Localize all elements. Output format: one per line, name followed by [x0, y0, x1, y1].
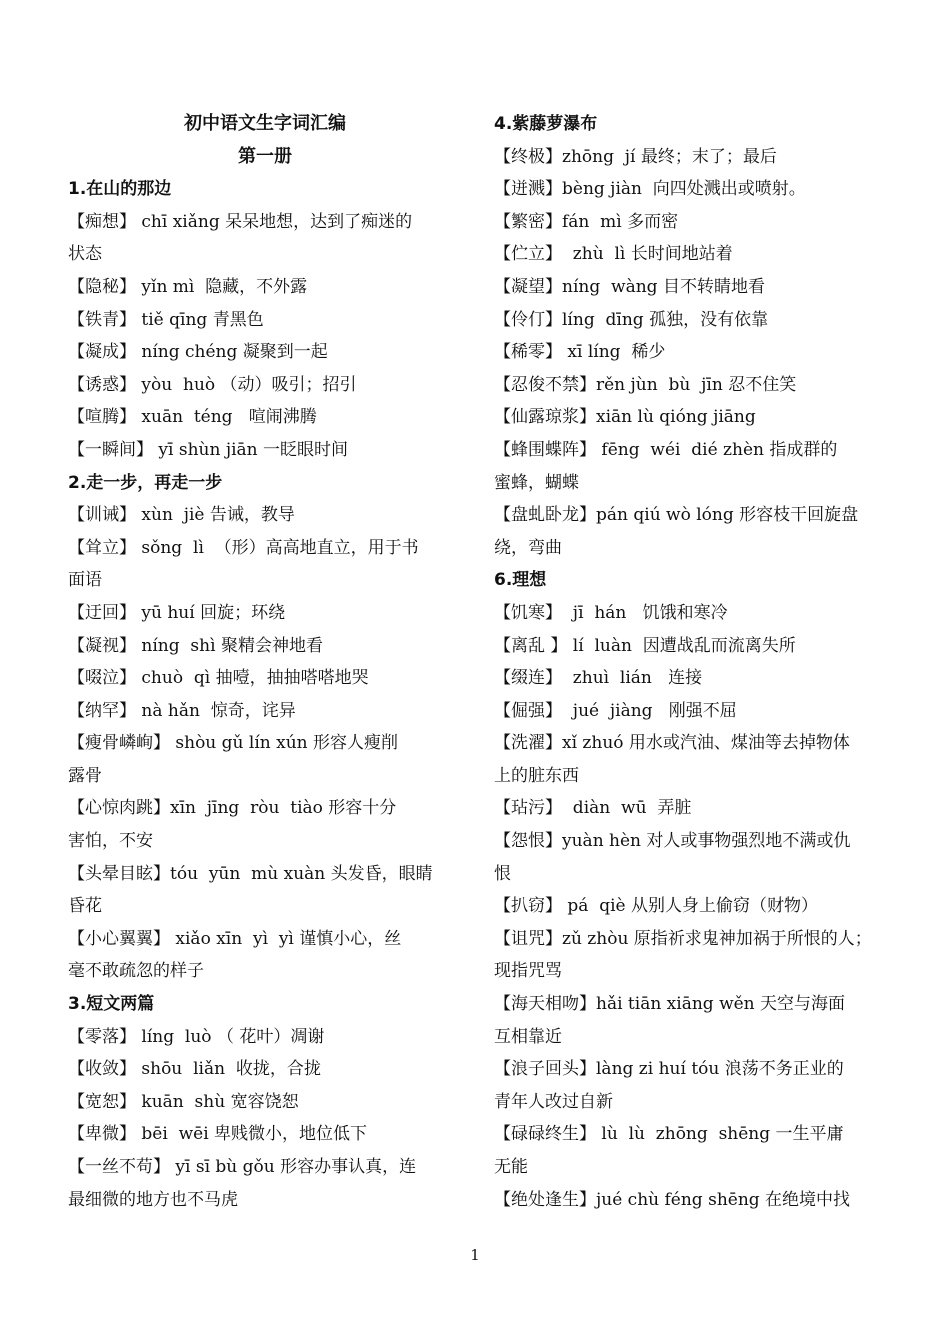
vocab-line: 【蜂围蝶阵】 fēng wéi dié zhèn 指成群的 [494, 439, 838, 460]
vocab-line: 【诱惑】 yòu huò （动）吸引；招引 [68, 374, 357, 395]
vocab-line: 【稀零】 xī líng 稀少 [494, 342, 666, 363]
vocab-line: 绕，弯曲 [494, 537, 562, 558]
page-number: 1 [470, 1246, 480, 1264]
vocab-line: 【宽恕】 kuān shù 宽容饶恕 [68, 1091, 299, 1112]
vocab-line: 互相靠近 [494, 1026, 562, 1047]
vocab-line: 【迂回】 yū huí 回旋；环绕 [68, 602, 286, 623]
vocab-line: 【忍俊不禁】rěn jùn bù jīn 忍不住笑 [494, 374, 797, 395]
vocab-line: 害怕，不安 [68, 831, 153, 852]
vocab-line: 【隐秘】 yǐn mì 隐藏，不外露 [68, 276, 308, 297]
vocab-line: 【瘦骨嶙峋】 shòu gǔ lín xún 形容人瘦削 [68, 733, 399, 754]
vocab-line: 【喧腾】 xuān téng 喧闹沸腾 [68, 407, 317, 428]
vocab-line: 露骨 [68, 765, 102, 786]
vocab-line: 【卑微】 bēi wēi 卑贱微小，地位低下 [68, 1124, 368, 1145]
vocab-line: 【心惊肉跳】xīn jīng ròu tiào 形容十分 [68, 798, 397, 819]
vocab-line: 【海天相吻】hǎi tiān xiāng wěn 天空与海面 [494, 994, 846, 1015]
vocab-line: 【一丝不苟】 yī sī bù gǒu 形容办事认真，连 [68, 1157, 417, 1177]
section-heading: 2.走一步，再走一步 [68, 472, 223, 493]
vocab-line: 【离乱 】 lí luàn 因遭战乱而流离失所 [494, 635, 796, 656]
vocab-line: 【伶仃】líng dīng 孤独，没有依靠 [494, 309, 769, 330]
vocab-line: 【一瞬间】 yī shùn jiān 一眨眼时间 [68, 439, 349, 460]
section-heading: 3.短文两篇 [68, 994, 155, 1015]
vocab-line: 【啜泣】 chuò qì 抽噎，抽抽嗒嗒地哭 [68, 668, 369, 689]
vocab-line: 现指咒骂 [494, 961, 562, 982]
vocab-line: 【饥寒】 jī hán 饥饿和寒冷 [494, 602, 728, 623]
vocab-line: 【纳罕】 nà hǎn 惊奇，诧异 [68, 700, 296, 721]
vocab-line: 【伫立】 zhù lì 长时间地站着 [494, 244, 733, 265]
vocab-line: 【凝望】níng wàng 目不转睛地看 [494, 276, 765, 297]
vocab-line: 【零落】 líng luò （ 花叶）凋谢 [68, 1026, 325, 1047]
vocab-line: 面语 [68, 570, 102, 591]
vocab-line: 【仙露琼浆】xiān lù qióng jiāng [494, 407, 756, 428]
vocab-line: 毫不敢疏忽的样子 [68, 961, 204, 982]
vocab-line: 最细微的地方也不马虎 [68, 1189, 238, 1210]
vocab-line: 状态 [68, 244, 102, 265]
vocab-line: 昏花 [68, 896, 102, 917]
vocab-line: 【小心翼翼】 xiǎo xīn yì yì 谨慎小心，丝 [68, 928, 402, 949]
section-heading: 6.理想 [494, 570, 547, 591]
vocab-line: 无能 [494, 1157, 528, 1177]
vocab-line: 蜜蜂，蝴蝶 [494, 472, 579, 493]
vocab-line: 【凝成】 níng chéng 凝聚到一起 [68, 342, 328, 363]
volume-heading: 第一册 [238, 145, 292, 167]
vocab-line: 【头晕目眩】tóu yūn mù xuàn 头发昏，眼睛 [68, 863, 433, 884]
vocab-line: 【痴想】 chī xiǎng 呆呆地想，达到了痴迷的 [68, 211, 413, 232]
vocab-line: 【盘虬卧龙】pán qiú wò lóng 形容枝干回旋盘 [494, 505, 859, 526]
vocab-line: 青年人改过自新 [494, 1091, 613, 1112]
vocab-line: 恨 [494, 863, 511, 884]
vocab-line: 【终极】zhōng jí 最终；末了；最后 [494, 146, 777, 167]
document-title: 初中语文生字词汇编 [184, 113, 346, 134]
left-entries [68, 173, 462, 1216]
vocab-line: 【收敛】 shōu liǎn 收拢，合拢 [68, 1059, 321, 1080]
vocab-line: 【绝处逢生】jué chù féng shēng 在绝境中找 [494, 1189, 851, 1210]
vocab-line: 【怨恨】yuàn hèn 对人或事物强烈地不满或仇 [494, 831, 851, 852]
vocab-line: 【繁密】fán mì 多而密 [494, 211, 679, 232]
vocab-line: 【缀连】 zhuì lián 连接 [494, 668, 703, 689]
vocab-line: 【玷污】 diàn wū 弄脏 [494, 798, 692, 819]
right-entries [494, 108, 890, 1216]
left-column [68, 108, 462, 1216]
section-heading: 1.在山的那边 [68, 179, 172, 200]
vocab-line: 【铁青】 tiě qīng 青黑色 [68, 309, 264, 330]
vocab-line: 【扒窃】 pá qiè 从别人身上偷窃（财物） [494, 896, 819, 917]
vocab-line: 【碌碌终生】 lù lù zhōng shēng 一生平庸 [494, 1124, 844, 1145]
vocab-line: 【浪子回头】làng zi huí tóu 浪荡不务正业的 [494, 1059, 844, 1080]
vocab-line: 【凝视】 níng shì 聚精会神地看 [68, 635, 323, 656]
vocab-line: 【耸立】 sǒng lì （形）高高地直立，用于书 [68, 537, 419, 558]
vocab-line: 【诅咒】zǔ zhòu 原指祈求鬼神加祸于所恨的人； [494, 928, 872, 949]
vocab-line: 【迸溅】bèng jiàn 向四处溅出或喷射。 [494, 179, 806, 200]
section-heading: 4.紫藤萝瀑布 [494, 114, 598, 134]
vocab-line: 【洗濯】xǐ zhuó 用水或汽油、煤油等去掉物体 [494, 733, 850, 754]
vocab-line: 上的脏东西 [494, 765, 579, 786]
right-column [494, 108, 890, 1216]
vocab-line: 【训诫】 xùn jiè 告诫，教导 [68, 505, 295, 526]
vocab-line: 【倔强】 jué jiàng 刚强不屈 [494, 700, 737, 721]
